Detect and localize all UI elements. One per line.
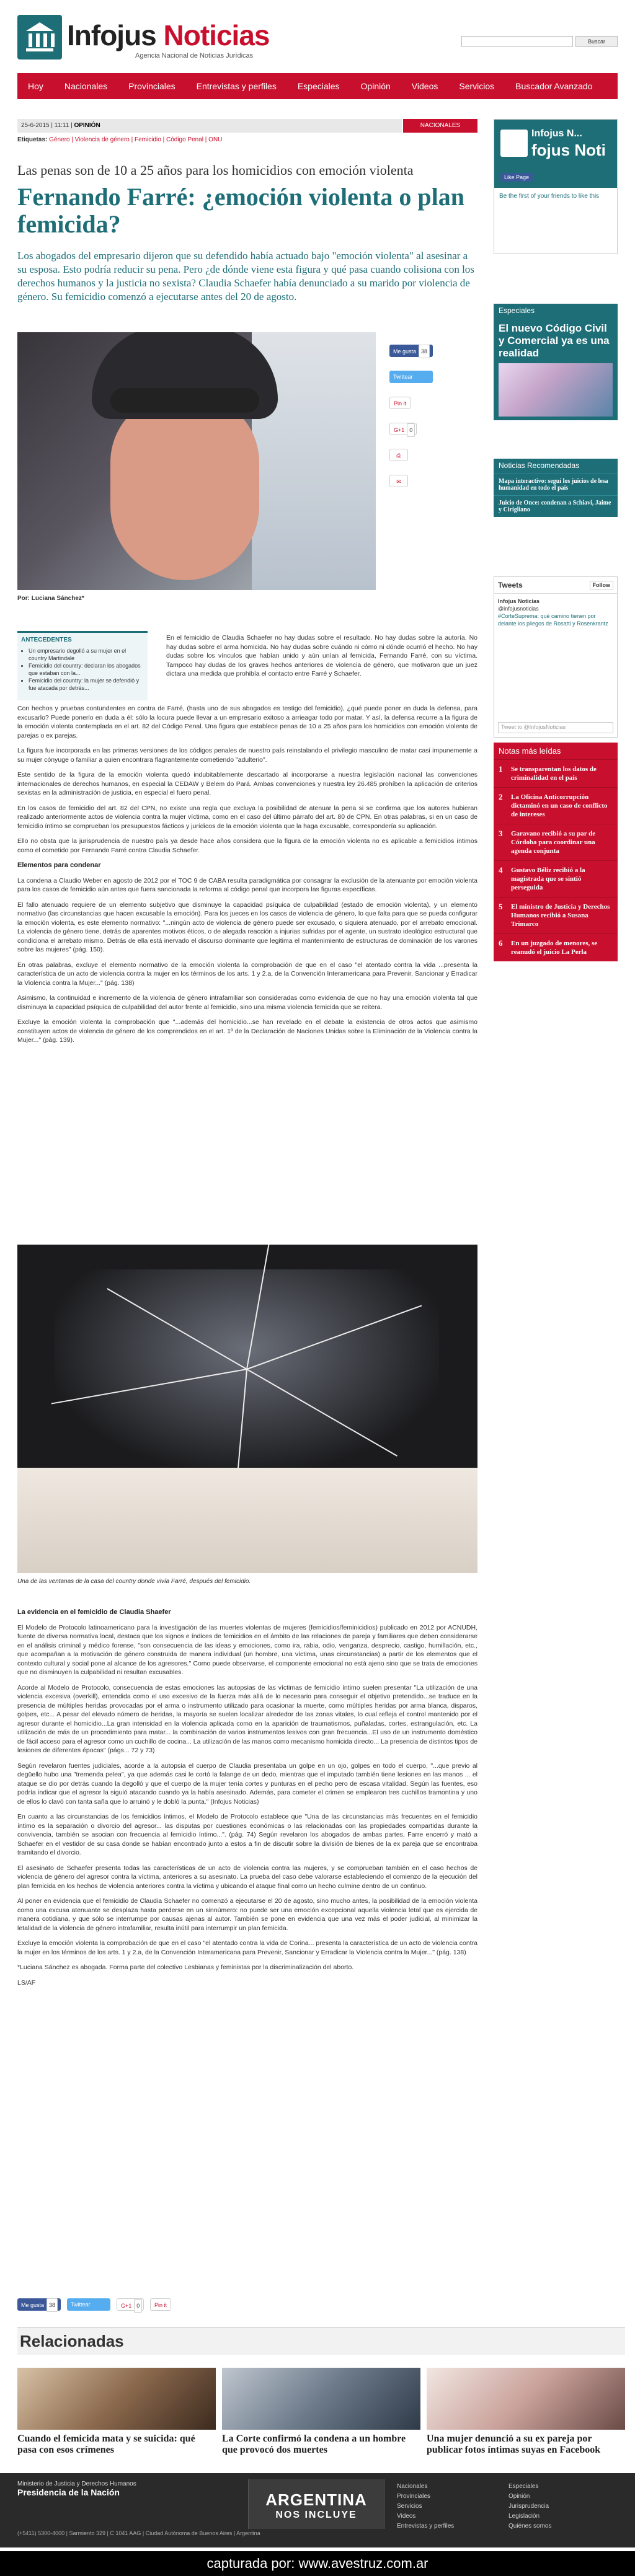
google-plus-button[interactable]: G+1 0	[389, 423, 417, 435]
tags-label: Etiquetas:	[17, 136, 48, 143]
page-name-large: fojus Noti	[531, 141, 606, 159]
facebook-like-button[interactable]: Me gusta 38	[389, 345, 433, 357]
article-tags: Etiquetas: Género | Violencia de género | Femicidio | Código Penal | ONU	[17, 136, 223, 143]
footer-links-1	[397, 2482, 454, 2531]
nav-provinciales[interactable]: Provinciales	[128, 81, 175, 91]
section-badge[interactable]: NACIONALES	[403, 119, 477, 133]
list-item[interactable]: 4 Gustavo Béliz recibió a la magistrada que se sintió perseguida	[494, 860, 618, 897]
tag-item[interactable]: Código Penal	[166, 136, 204, 143]
article-body-2	[17, 1603, 477, 1993]
recomendadas-widget	[494, 459, 618, 517]
footer-link[interactable]: Jurisprudencia	[508, 2503, 549, 2510]
antecedentes-title: ANTECEDENTES	[21, 637, 72, 643]
site-footer	[0, 2473, 635, 2547]
related-thumbnail[interactable]	[427, 2368, 625, 2430]
paragraph: El Modelo de Protocolo latinoamericano para la investigación de las muertes violentas de mujeres (femicidios/feminicidios) publicado en 2012 por ACNUDH, fuente de diversa normativa local, destaca que los signos e índices de femicidios en el ámbito de las relaciones de pareja y familiares que deben considerarse en el análisis criminal y médico forense, "son consecuencia de las ideas y emociones, como ira, rabia, odio, venganza, desprecio, castigo, humillación, etc., que acompañan a la motivación de género construida de manera individual (un hombre, una víctima, unas circunstancias) a partir de los elementos que el contexto cultural y social pone al alcance de los agresores." Como puede observarse, el componente emocional no está ajeno sino que se trata de emociones que no disminuyen la culpabilidad ni resultan excusables.	[17, 1623, 477, 1676]
fb-friends-note: Be the first of your friends to like this	[499, 193, 600, 200]
especiales-widget	[494, 304, 618, 420]
article-body-1	[17, 704, 477, 1051]
footer-link[interactable]: Nacionales	[397, 2483, 428, 2490]
share-column	[389, 345, 476, 501]
nav-buscador[interactable]: Buscador Avanzado	[515, 81, 593, 91]
tag-item[interactable]: Femicidio	[135, 136, 161, 143]
twitter-widget	[494, 576, 618, 738]
especiales-title: Especiales	[494, 304, 618, 319]
paragraph: Ello no obsta que la jurisprudencia de nuestro país ya desde hace años considera que la figura de la emoción violenta no es aplicable a femicidios íntimos como el cometido por Fernando Farré contra Claudia Schaefer.	[17, 837, 477, 854]
especial-card-title[interactable]: El nuevo Código Civil y Comercial ya es una realidad	[499, 322, 610, 359]
nav-videos[interactable]: Videos	[411, 81, 438, 91]
pinterest-button[interactable]: Pin it	[150, 2298, 171, 2311]
twitter-share-button[interactable]: Twittear	[389, 371, 433, 383]
related-item[interactable]	[222, 2368, 420, 2455]
tweet-handle[interactable]: @infojusnoticias	[498, 606, 539, 612]
paragraph: LS/AF	[17, 1978, 36, 1987]
footer-link[interactable]: Videos	[397, 2513, 416, 2520]
footer-links-2	[508, 2482, 551, 2531]
tweet-input[interactable]: Tweet to @InfojusNoticias	[498, 722, 613, 733]
tweet-user[interactable]: Infojus Noticias	[498, 598, 540, 604]
list-item[interactable]: 6 En un juzgado de menores, se reanudó el juicio La Perla	[494, 933, 618, 961]
list-item[interactable]: 1 Se transparentan los datos de criminalidad en el país	[494, 759, 618, 787]
infojus-logo[interactable]	[17, 15, 62, 60]
section-heading: Elementos para condenar	[17, 862, 101, 869]
page-logo[interactable]	[500, 130, 528, 157]
paragraph: Excluye la emoción violenta la comprobación de que en el caso "el atentado contra la vida de Corina... presenta la característica de un acto de violencia contra la mujer en los términos de los arts. 1 y 2.a, de la Convención Interamericana para Prevenir, Sancionar y Erradicar la Violencia contra la Mujer..." (pág. 138)	[17, 1939, 477, 1956]
footer-link[interactable]: Quiénes somos	[508, 2523, 552, 2530]
list-item[interactable]: Juicio de Once: condenan a Schiavi, Jaime y Cirigliano	[494, 495, 618, 517]
related-item[interactable]	[17, 2368, 216, 2455]
paragraph: El asesinato de Schaefer presenta todas las características de un acto de violencia contra las mujeres, y se comprueban también en el caso hechos de violencia de género del agresor contra la víctima, anteriores a su asesinato. La prueba del caso debe valorarse estableciendo el comienzo de la ejecución del plan femicida en los hechos de violencia anteriores contra la víctima y ubicando el ataque final como un hecho culmine dentro de un continuo.	[17, 1864, 477, 1890]
brand-name[interactable]: Infojus Noticias	[67, 19, 270, 51]
site-header	[0, 0, 635, 69]
related-caption[interactable]: Cuando el femicida mata y se suicida: qué pasa con esos crímenes	[17, 2433, 195, 2455]
bottom-share-bar	[17, 2297, 477, 2312]
brand-subtitle: Agencia Nacional de Noticias Jurídicas	[135, 52, 254, 60]
list-item[interactable]: 5 El ministro de Justicia y Derechos Humanos recibió a Susana Trimarco	[494, 897, 618, 933]
paragraph: La condena a Claudio Weber en agosto de 2012 por el TOC 9 de CABA resulta paradigmática por consagrar la exclusión de la atenuante por emoción violenta para los casos de femicidio aún antes que fuera sancionada la reforma al código penal que incorpora las figuras específicas.	[17, 876, 477, 893]
like-page-button[interactable]: Like Page	[500, 173, 533, 182]
capture-credit: capturada por: www.avestruz.com.ar	[0, 2551, 635, 2576]
paragraph: En cuanto a las circunstancias de los femicidios íntimos, el Modelo de Protocolo establece que "Una de las circunstancias más frecuentes en el femicidio íntimo es la separación o divorcio del agresor... las disputas por cuestiones económicas o las relacionadas con las propiedades compartidas durante la convivencia, también se asocian con frecuencia al femicidio íntimo...". (pág. 74) Según revelaron los abogados de ambas partes, Farre encerró y mató a Schaefer en el vestidor de su casa donde se habían encontrado junto a estos a fin de discutir sobre la división de bienes de la ex pareja que se encontraba tramitando el divorcio.	[17, 1813, 477, 1856]
nav-opinion[interactable]: Opinión	[360, 81, 391, 91]
pinterest-button[interactable]: Pin it	[389, 397, 411, 409]
nav-entrevistas[interactable]: Entrevistas y perfiles	[196, 81, 277, 91]
list-item[interactable]: • Femicidio del country: declaran los abogados que estaban con la...	[29, 662, 144, 677]
paragraph: El fallo atenuado requiere de un elemento subjetivo que disminuye la capacidad psíquica de culpabilidad (estado de emoción violenta), y un elemento normativo (las circunstancias que hacen excusable la emoción). Para los jueces en los casos de violencia de género, lo que falta para que se pueda configurar la emoción violenta, es este elemento normativo: "...ningún acto de violencia de género puede ser excusado, o siquiera atenuado, por el arrebato emocional. La violencia de género tiene, detrás de aparentes motivos éticos, o de alegada reacción a injurias sufridas por el agente, un sustrato ideológico estructural que condiciona el arrebato mismo. Detrás de ella está inervado el discurso dominante que legitima el mantenimiento de estructuras de dominación de los varones sobre las mujeres" (pág. 150).	[17, 901, 477, 953]
article-meta: 25-6-2015 | 11:11 | OPINIÓN	[17, 119, 402, 133]
article-body-intro	[166, 633, 477, 685]
paragraph: Este sentido de la figura de la emoción violenta quedó indubitablemente descartado al incorporarse a nuestra legislación nacional las convenciones internacionales de derechos humanos, en especial la CEDAW y Belem do Pará. Ambas convenciones y nuestra ley 26.485 prohíben la aplicación de criterios sexistas en la administración de justicia, en especial el fuero penal.	[17, 771, 477, 796]
most-read-title: Notas más leídas	[494, 743, 618, 759]
article-section[interactable]: OPINIÓN	[74, 122, 100, 129]
argentina-logo: ARGENTINA NOS INCLUYE	[248, 2479, 384, 2529]
tag-item[interactable]: Violencia de género	[74, 136, 130, 143]
list-item[interactable]: • Femicidio del country: la mujer se defendió y fue atacada por detrás...	[29, 677, 144, 692]
tag-item[interactable]: Género	[49, 136, 70, 143]
list-item[interactable]: 3 Garavano recibió a su par de Córdoba para coordinar una agenda conjunta	[494, 824, 618, 860]
twitter-share-button[interactable]: Twittear	[67, 2298, 110, 2311]
article-lead: Los abogados del empresario dijeron que su defendido había actuado bajo "emoción violenta" al asesinar a su esposa. Esto podría reducir su pena. Pero ¿de dónde viene esta figura y qué pasa cuando colisiona con los derechos humanos y la justicia no sexista? Claudia Schaefer había denunciado a su marido por violencia de género. Su femicidio comenzó a ejecutarse antes del 20 de agosto.	[17, 250, 474, 302]
paragraph: Acorde al Modelo de Protocolo, consecuencia de estas emociones las autopsias de las víctimas de femicidio íntimo suelen presentar "La utilización de una violencia excesiva (overkill), entendida como el uso excesivo de la fuerza más allá de lo necesario para conseguir el objetivo pretendido...se traduce en la presencia de múltiples heridas provocadas por el arma o instrumento utilizado para ocasionar la muerte, como múltiples heridas por arma blanca, disparos, golpes, etc... A pesar del elevado número de heridas, la mayoría se suelen localizar alrededor de las zonas vitales, lo cual refleja el control mantenido por el agresor durante el homicidio...La gran intensidad en la violencia aplicada como en la aparición de traumatismos, puñaladas, cortes, estrangulación, etc. La utilización de más de un procedimiento para matar... la combinación de varios instrumentos lesivos con gran frecuencia...El uso de un instrumento doméstico de fácil acceso para el agresor como un cuchillo de cocina... La utilización de las manos como mecanismo homicida directo... La presencia de distintos tipos de lesiones de diferentes épocas" (págs... 72 y 73)	[17, 1683, 477, 1754]
search-input[interactable]	[461, 36, 573, 47]
paragraph: *Luciana Sánchez es abogada. Forma parte del colectivo Lesbianas y feministas por la discriminalización del aborto.	[17, 1964, 354, 1971]
broken-window-photo	[17, 1245, 477, 1573]
ministry-logo[interactable]: Ministerio de Justicia y Derechos Humanos Presidencia de la Nación	[17, 2481, 136, 2497]
related-thumbnail[interactable]	[222, 2368, 420, 2430]
related-item[interactable]	[427, 2368, 625, 2455]
article-photo	[17, 332, 376, 590]
facebook-page-widget	[494, 119, 618, 254]
tweets-title: Tweets	[498, 581, 523, 589]
nav-servicios[interactable]: Servicios	[459, 81, 495, 91]
follow-button[interactable]: Follow	[590, 581, 614, 589]
related-title: Relacionadas	[17, 2327, 625, 2355]
nav-nacionales[interactable]: Nacionales	[64, 81, 108, 91]
list-item[interactable]: Mapa interactivo: seguí los juicios de lesa humanidad en todo el país	[494, 474, 618, 495]
google-plus-button[interactable]: G+1 0	[117, 2298, 144, 2311]
nav-especiales[interactable]: Especiales	[297, 81, 340, 91]
paragraph: Según revelaron fuentes judiciales, acorde a la autopsia el cuerpo de Claudia presentaba un golpe en un ojo, golpes en todo el cuerpo, "...que previo al degüello hubo una "tremenda pelea", ya que además casi le cortó la falange de un dedo, mientras que el imputado también tiene lesiones en las manos ... el ataque se dio por detrás cuando la degolló y que el cuerpo de la mujer tenía cortes y punturas en el pecho pero de escasa vitalidad. Según las fuentes, eso podría indicar que el agresor la siguió atacando cuando ya la había asesinado. Además, para cometer el crimen se emplearon tres cuchillos tramontina y uno de ellos lo clavó con tanta saña que lo arruinó y le dobló la punta." (Infojus Noticias)	[17, 1762, 477, 1806]
footer-link[interactable]: Provinciales	[397, 2493, 430, 2500]
search-button[interactable]: Buscar	[575, 36, 618, 47]
photo-caption: Una de las ventanas de la casa del country donde vivía Farré, después del femicidio.	[17, 1578, 251, 1585]
paragraph: En los casos de femicidio del art. 82 del CPN, no existe una regla que excluya la posibilidad de atenuar la pena si se confirma que los autores hubieran realizado anteriormente actos de violencia contra la mujer víctima, como en el caso del último párrafo del art. 80 de CPN. En otras palabras, si en un caso de femicidio íntimo se comprueban los presupuestos fácticos y jurídicos de la emoción violenta que la haga excusable, correspondería su aplicación.	[17, 804, 477, 830]
paragraph: Con hechos y pruebas contundentes en contra de Farré, (hasta uno de sus abogados es testigo del femicidio), ¿qué puede poner en duda la defensa, para excusarlo? Puede ponerlo en duda a él: sólo la locura puede llevar a un empresario exitoso a arrieagar todo por matar. Y así, la defensa recurre a la figura de la emoción violenta contemplada en el art. 82 del Código Penal. Una figura que establece penas de 10 a 25 años para los homicidios con emoción violenta de parejas o ex parejas.	[17, 705, 477, 739]
print-icon[interactable]: ⎙	[389, 449, 408, 461]
article-kicker: Las penas son de 10 a 25 años para los homicidios con emoción violenta	[17, 162, 414, 178]
paragraph: La figura fue incorporada en las primeras versiones de los códigos penales de nuestro país reinstalando el privilegio masculino de matar casi impunemente a su mujer cónyuge o familiar a quien encontrara flagrantemente cometiendo "adulterio".	[17, 747, 477, 764]
list-item[interactable]: • Un empresario degolló a su mujer en el country Martindale	[29, 647, 144, 662]
paragraph: En otras palabras, excluye el elemento normativo de la emoción violenta la comprobación de que en el caso "el atentado contra la vida ...presenta la característica de un acto de violencia contra la mujer en los términos de los arts. 1 y 2.a, de la Convención Interamericana para Prevenir, Sancionar y Erradicar la Violencia contra la Mujer..." (pág. 138)	[17, 961, 477, 987]
section-heading: La evidencia en el femicidio de Claudia Shaefer	[17, 1608, 171, 1616]
author-caption: Por: Luciana Sánchez*	[17, 595, 84, 602]
article-date: 25-6-2015	[21, 122, 50, 129]
footer-link[interactable]: Legislación	[508, 2513, 540, 2520]
most-read-widget	[494, 743, 618, 961]
paragraph: Excluye la emoción violenta la comprobación que "...además del homicidio...se han revelado en el debate la existencia de otros actos que asimismo constituyen actos de violencia de género de los comprendidos en el art. 1º de la Declaración de Naciones Unidas sobre la Eliminación de la Violencia contra la Mujer..." (pág. 139).	[17, 1018, 477, 1044]
recomendadas-title: Noticias Recomendadas	[494, 459, 618, 474]
footer-address: (+5411) 5300-4000 | Sarmiento 329 | C 1041 AAG | Ciudad Autónoma de Buenos Aires | Argentina	[17, 2530, 260, 2536]
footer-link[interactable]: Entrevistas y perfiles	[397, 2523, 455, 2530]
footer-link[interactable]: Opinión	[508, 2493, 530, 2500]
especial-thumbnail[interactable]	[499, 363, 613, 417]
footer-link[interactable]: Servicios	[397, 2503, 422, 2510]
tag-item[interactable]: ONU	[208, 136, 223, 143]
article-time: 11:11	[54, 122, 69, 129]
antecedentes-box	[17, 631, 148, 700]
article-headline: Fernando Farré: ¿emoción violenta o plan femicida?	[17, 183, 465, 238]
footer-link[interactable]: Especiales	[508, 2483, 539, 2490]
main-nav	[17, 73, 618, 99]
tweet-text[interactable]: #CorteSuprema: qué camino tienen por delante los pliegos de Rosatti y Rosenkrantz	[498, 613, 608, 627]
related-thumbnail[interactable]	[17, 2368, 216, 2430]
paragraph: Asimismo, la continuidad e incremento de la violencia de género intrafamiliar son consideradas como evidencia de que no hay una emoción violenta tal que disminuya la capacidad psíquica de culpabilidad del autor frente al femicidio, sino una misma violencia femicida que se reitera.	[17, 994, 477, 1011]
paragraph: Al poner en evidencia que el femicidio de Claudia Schaefer no comenzó a ejecutarse el 20 de agosto, sino mucho antes, la posibilidad de la emoción violenta como una excusa atenuante se desplaza hasta perderse en un sinnúmero: no puede ser una emoción excepcional aquella violencia letal que es ejercida de manera cotidiana, y que sólo se interrumpe por causas ajenas al autor. También se pone en evidencia que una vez más el poder judicial, al minimizar la letalidad de la violencia de género intrafamiliar, resulta inútil para interrumpir un plan femicida.	[17, 1897, 477, 1932]
page-name[interactable]: Infojus N...	[531, 128, 582, 139]
nav-hoy[interactable]: Hoy	[28, 81, 43, 91]
email-icon[interactable]: ✉	[389, 475, 408, 487]
related-caption[interactable]: La Corte confirmó la condena a un hombre que provocó dos muertes	[222, 2433, 406, 2455]
related-caption[interactable]: Una mujer denunció a su ex pareja por publicar fotos íntimas suyas en Facebook	[427, 2433, 601, 2455]
paragraph: En el femicidio de Claudia Schaefer no hay dudas sobre el resultado. No hay dudas sobre la autoría. No hay dudas sobre el arma homicida. No hay dudas sobre cuándo ni cómo ni dónde ocurrió el hecho. No hay dudas sobre los vínculos que habían unido y aún unían al femicida, Fernando Farré, con su víctima. Tampoco hay dudas de los graves hechos anteriores de violencia de género, que motivaron que un juez dictara una medida que prohibía el contacto entre Farré y Schaefer.	[166, 634, 477, 677]
facebook-like-button[interactable]: Me gusta 38	[17, 2298, 61, 2311]
list-item[interactable]: 2 La Oficina Anticorrupción dictaminó en un caso de conflicto de intereses	[494, 787, 618, 824]
